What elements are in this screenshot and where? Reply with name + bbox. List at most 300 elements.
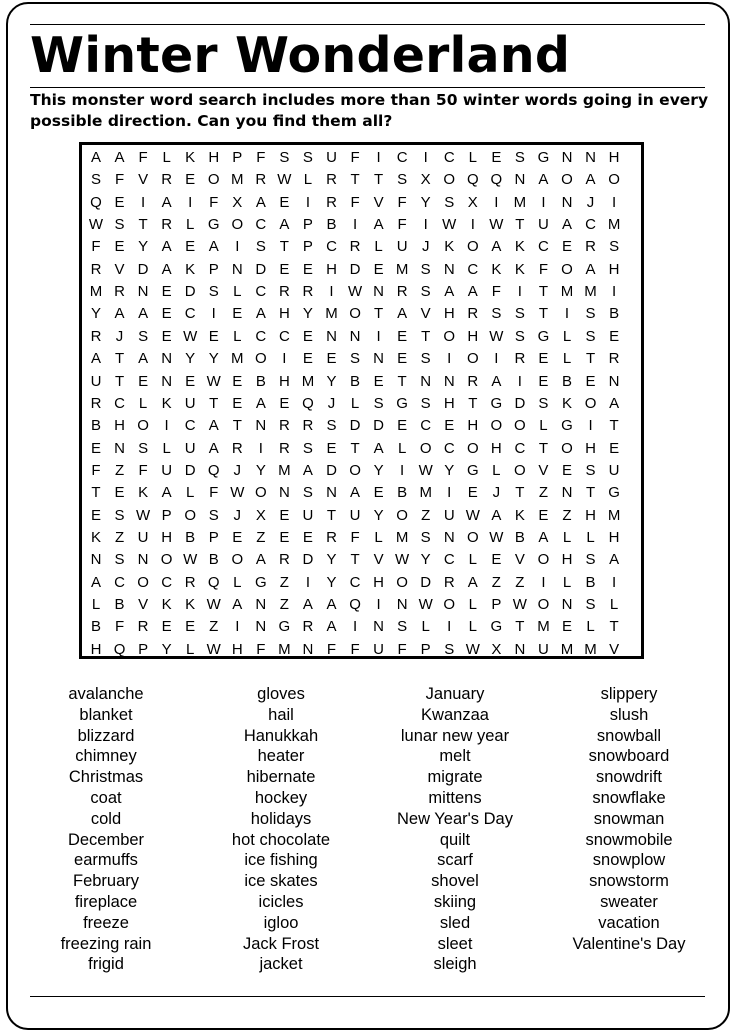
grid-letter[interactable]: N [231, 260, 243, 278]
grid-letter[interactable]: I [164, 417, 169, 435]
grid-letter[interactable]: J [327, 394, 336, 412]
grid-letter[interactable]: E [185, 618, 196, 636]
grid-letter[interactable]: S [255, 238, 266, 256]
grid-letter[interactable]: O [537, 551, 550, 569]
grid-letter[interactable]: C [585, 216, 596, 234]
grid-letter[interactable]: P [232, 149, 243, 166]
grid-letter[interactable]: R [114, 283, 125, 301]
grid-letter[interactable]: A [538, 171, 549, 189]
grid-letter[interactable]: L [303, 171, 313, 189]
grid-letter[interactable]: A [90, 573, 101, 591]
grid-letter[interactable]: U [302, 506, 314, 524]
grid-letter[interactable]: A [467, 283, 478, 301]
grid-letter[interactable]: M [231, 171, 244, 189]
grid-letter[interactable]: H [231, 640, 243, 658]
grid-letter[interactable]: K [514, 506, 525, 524]
grid-letter[interactable]: D [349, 260, 361, 278]
grid-letter[interactable]: I [494, 350, 499, 368]
grid-letter[interactable]: E [538, 350, 549, 368]
grid-letter[interactable]: M [231, 350, 244, 368]
grid-letter[interactable]: T [468, 394, 478, 412]
grid-letter[interactable]: N [443, 528, 455, 546]
grid-letter[interactable]: M [560, 283, 574, 301]
grid-letter[interactable]: F [538, 260, 549, 278]
grid-letter[interactable]: S [444, 193, 455, 211]
grid-letter[interactable]: R [278, 283, 290, 301]
grid-letter[interactable]: K [561, 394, 572, 412]
grid-letter[interactable]: K [161, 596, 172, 613]
grid-letter[interactable]: F [91, 461, 101, 479]
grid-letter[interactable]: C [467, 260, 479, 278]
grid-letter[interactable]: Q [113, 640, 126, 658]
grid-letter[interactable]: E [232, 528, 243, 546]
grid-letter[interactable]: N [561, 596, 573, 613]
grid-letter[interactable]: B [609, 305, 620, 323]
grid-letter[interactable]: J [421, 238, 430, 256]
grid-letter[interactable]: E [185, 171, 196, 189]
grid-letter[interactable]: O [537, 596, 550, 613]
grid-letter[interactable]: L [539, 417, 548, 435]
grid-letter[interactable]: K [514, 238, 525, 256]
grid-letter[interactable]: P [208, 528, 219, 546]
grid-letter[interactable]: F [209, 484, 219, 502]
grid-letter[interactable]: N [90, 551, 102, 569]
grid-letter[interactable]: R [326, 171, 337, 189]
grid-letter[interactable]: T [209, 394, 219, 412]
grid-letter[interactable]: W [206, 372, 221, 390]
grid-letter[interactable]: M [89, 283, 103, 301]
grid-letter[interactable]: S [420, 350, 431, 368]
grid-letter[interactable]: R [443, 573, 455, 591]
grid-letter[interactable]: V [609, 640, 620, 658]
grid-letter[interactable]: R [302, 417, 314, 435]
grid-letter[interactable]: G [466, 461, 479, 479]
grid-letter[interactable]: C [514, 439, 526, 457]
grid-letter[interactable]: A [585, 171, 596, 189]
grid-letter[interactable]: L [586, 528, 595, 546]
grid-letter[interactable]: S [302, 484, 313, 502]
grid-letter[interactable]: Q [90, 193, 102, 211]
grid-letter[interactable]: A [161, 484, 172, 502]
grid-letter[interactable]: S [514, 327, 525, 345]
grid-letter[interactable]: S [114, 216, 125, 234]
grid-letter[interactable]: L [562, 528, 572, 546]
grid-letter[interactable]: L [138, 394, 148, 412]
grid-letter[interactable]: A [609, 551, 620, 569]
grid-letter[interactable]: C [114, 573, 125, 591]
grid-letter[interactable]: O [443, 171, 456, 189]
grid-letter[interactable]: T [585, 350, 596, 368]
grid-letter[interactable]: Y [302, 305, 313, 323]
grid-letter[interactable]: W [206, 640, 221, 658]
grid-letter[interactable]: E [185, 372, 196, 390]
grid-letter[interactable]: Z [538, 484, 549, 502]
grid-letter[interactable]: A [585, 260, 596, 278]
grid-letter[interactable]: E [326, 439, 337, 457]
grid-letter[interactable]: Y [420, 193, 431, 211]
grid-letter[interactable]: S [514, 149, 525, 166]
grid-letter[interactable]: N [443, 372, 455, 390]
grid-letter[interactable]: S [585, 596, 596, 613]
grid-letter[interactable]: L [233, 327, 242, 345]
grid-letter[interactable]: F [326, 640, 337, 658]
grid-letter[interactable]: E [467, 484, 478, 502]
grid-letter[interactable]: E [538, 506, 549, 524]
grid-letter[interactable]: A [114, 305, 125, 323]
grid-letter[interactable]: U [326, 149, 337, 166]
grid-letter[interactable]: Q [207, 573, 220, 591]
grid-letter[interactable]: L [233, 283, 242, 301]
grid-letter[interactable]: I [376, 149, 381, 166]
grid-letter[interactable]: W [183, 327, 198, 345]
grid-letter[interactable]: N [349, 327, 361, 345]
grid-letter[interactable]: M [395, 260, 409, 278]
grid-letter[interactable]: R [278, 439, 290, 457]
grid-letter[interactable]: Y [444, 461, 455, 479]
grid-letter[interactable]: O [514, 417, 526, 435]
grid-letter[interactable]: X [232, 193, 243, 211]
grid-letter[interactable]: V [138, 596, 149, 613]
grid-letter[interactable]: X [467, 193, 478, 211]
grid-letter[interactable]: L [468, 149, 477, 166]
grid-letter[interactable]: Z [562, 506, 572, 524]
grid-letter[interactable]: M [607, 506, 621, 524]
grid-letter[interactable]: R [514, 350, 526, 368]
grid-letter[interactable]: R [161, 216, 173, 234]
grid-letter[interactable]: E [585, 372, 596, 390]
grid-letter[interactable]: F [350, 528, 360, 546]
grid-letter[interactable]: P [420, 640, 431, 658]
grid-letter[interactable]: Y [90, 305, 101, 323]
grid-letter[interactable]: N [326, 327, 337, 345]
grid-letter[interactable]: A [491, 506, 502, 524]
grid-letter[interactable]: E [373, 484, 384, 502]
grid-letter[interactable]: H [161, 528, 173, 546]
grid-letter[interactable]: E [491, 149, 502, 166]
grid-letter[interactable]: L [562, 573, 572, 591]
grid-letter[interactable]: T [515, 618, 525, 636]
grid-letter[interactable]: E [373, 260, 384, 278]
grid-letter[interactable]: D [326, 461, 337, 479]
grid-letter[interactable]: R [90, 327, 102, 345]
grid-letter[interactable]: C [396, 149, 408, 166]
grid-letter[interactable]: E [397, 327, 408, 345]
grid-letter[interactable]: S [208, 506, 219, 524]
grid-letter[interactable]: C [278, 327, 290, 345]
grid-letter[interactable]: I [258, 439, 263, 457]
grid-letter[interactable]: T [374, 171, 384, 189]
grid-letter[interactable]: A [208, 417, 219, 435]
grid-letter[interactable]: A [397, 305, 408, 323]
grid-letter[interactable]: E [538, 372, 549, 390]
grid-letter[interactable]: V [420, 305, 431, 323]
grid-letter[interactable]: Y [208, 350, 219, 368]
grid-letter[interactable]: N [255, 417, 267, 435]
grid-letter[interactable]: O [231, 551, 244, 569]
grid-letter[interactable]: L [186, 484, 195, 502]
grid-letter[interactable]: W [395, 551, 410, 569]
grid-letter[interactable]: F [350, 149, 360, 166]
grid-letter[interactable]: A [255, 551, 266, 569]
grid-letter[interactable]: Q [466, 171, 479, 189]
grid-letter[interactable]: M [301, 372, 315, 390]
grid-letter[interactable]: D [302, 551, 314, 569]
grid-letter[interactable]: T [326, 506, 337, 524]
grid-letter[interactable]: T [350, 171, 360, 189]
grid-letter[interactable]: T [91, 484, 101, 502]
grid-letter[interactable]: R [608, 350, 620, 368]
grid-letter[interactable]: G [537, 149, 550, 166]
grid-letter[interactable]: O [466, 528, 479, 546]
grid-letter[interactable]: M [607, 216, 621, 234]
grid-letter[interactable]: I [376, 596, 381, 613]
grid-letter[interactable]: A [279, 216, 290, 234]
grid-letter[interactable]: I [305, 193, 311, 211]
grid-letter[interactable]: E [208, 327, 219, 345]
grid-letter[interactable]: R [137, 618, 149, 636]
grid-letter[interactable]: L [468, 551, 477, 569]
grid-letter[interactable]: S [302, 149, 313, 166]
grid-letter[interactable]: E [232, 305, 243, 323]
grid-letter[interactable]: M [537, 618, 550, 636]
grid-letter[interactable]: I [541, 193, 546, 211]
grid-letter[interactable]: C [184, 417, 196, 435]
grid-letter[interactable]: H [443, 394, 455, 412]
grid-letter[interactable]: S [420, 528, 431, 546]
grid-letter[interactable]: V [538, 461, 549, 479]
grid-letter[interactable]: H [585, 506, 596, 524]
grid-letter[interactable]: I [423, 149, 428, 166]
grid-letter[interactable]: P [491, 596, 502, 613]
grid-letter[interactable]: L [374, 238, 383, 256]
grid-letter[interactable]: F [350, 193, 360, 211]
grid-letter[interactable]: F [114, 171, 125, 189]
grid-letter[interactable]: T [585, 484, 596, 502]
grid-letter[interactable]: N [255, 618, 267, 636]
grid-letter[interactable]: H [608, 260, 620, 278]
grid-letter[interactable]: D [184, 283, 196, 301]
grid-letter[interactable]: I [211, 305, 216, 323]
grid-letter[interactable]: A [114, 149, 125, 166]
grid-letter[interactable]: Y [161, 640, 172, 658]
grid-letter[interactable]: M [584, 283, 597, 301]
grid-letter[interactable]: L [468, 596, 477, 613]
grid-letter[interactable]: Y [326, 551, 337, 569]
grid-letter[interactable]: E [279, 260, 290, 278]
grid-letter[interactable]: G [537, 327, 550, 345]
grid-letter[interactable]: E [90, 439, 101, 457]
grid-letter[interactable]: X [491, 640, 502, 658]
grid-letter[interactable]: F [114, 618, 125, 636]
grid-letter[interactable]: P [208, 260, 219, 278]
grid-letter[interactable]: T [138, 216, 148, 234]
grid-letter[interactable]: I [564, 305, 570, 323]
grid-letter[interactable]: I [612, 193, 617, 211]
grid-letter[interactable]: E [444, 417, 455, 435]
grid-letter[interactable]: Z [279, 573, 289, 591]
grid-letter[interactable]: E [373, 372, 384, 390]
grid-letter[interactable]: D [349, 417, 361, 435]
grid-letter[interactable]: E [185, 238, 196, 256]
grid-letter[interactable]: N [161, 372, 173, 390]
grid-letter[interactable]: E [279, 528, 290, 546]
grid-letter[interactable]: H [326, 260, 337, 278]
grid-letter[interactable]: E [161, 283, 172, 301]
grid-letter[interactable]: N [137, 551, 149, 569]
grid-letter[interactable]: A [255, 394, 266, 412]
grid-letter[interactable]: A [373, 439, 384, 457]
grid-letter[interactable]: G [255, 573, 267, 591]
grid-letter[interactable]: O [584, 394, 597, 412]
grid-letter[interactable]: O [349, 305, 361, 323]
grid-letter[interactable]: I [235, 238, 240, 256]
grid-letter[interactable]: A [138, 305, 149, 323]
grid-letter[interactable]: E [161, 618, 172, 636]
grid-letter[interactable]: I [612, 283, 617, 301]
grid-letter[interactable]: S [420, 260, 431, 278]
grid-letter[interactable]: C [255, 216, 267, 234]
grid-letter[interactable]: B [397, 484, 408, 502]
grid-letter[interactable]: L [186, 216, 195, 234]
grid-letter[interactable]: H [443, 305, 455, 323]
grid-letter[interactable]: N [373, 283, 385, 301]
grid-letter[interactable]: H [561, 551, 573, 569]
grid-letter[interactable]: O [137, 417, 149, 435]
grid-letter[interactable]: E [161, 305, 172, 323]
grid-letter[interactable]: I [588, 417, 593, 435]
grid-letter[interactable]: L [492, 461, 501, 479]
grid-letter[interactable]: G [490, 618, 503, 636]
grid-letter[interactable]: H [490, 439, 502, 457]
grid-letter[interactable]: K [514, 260, 525, 278]
grid-letter[interactable]: E [279, 394, 290, 412]
grid-letter[interactable]: E [302, 327, 313, 345]
grid-letter[interactable]: O [137, 573, 149, 591]
grid-letter[interactable]: W [418, 596, 433, 613]
grid-letter[interactable]: E [114, 484, 125, 502]
grid-letter[interactable]: O [419, 439, 432, 457]
grid-letter[interactable]: A [90, 149, 101, 166]
grid-letter[interactable]: S [585, 305, 596, 323]
grid-letter[interactable]: E [609, 439, 620, 457]
grid-letter[interactable]: O [255, 484, 267, 502]
grid-letter[interactable]: O [349, 461, 361, 479]
grid-letter[interactable]: Z [209, 618, 219, 636]
grid-letter[interactable]: B [585, 573, 596, 591]
grid-letter[interactable]: H [608, 149, 620, 166]
grid-letter[interactable]: N [514, 640, 526, 658]
grid-letter[interactable]: X [255, 506, 266, 524]
grid-letter[interactable]: R [278, 551, 290, 569]
grid-letter[interactable]: O [443, 327, 456, 345]
grid-letter[interactable]: N [161, 350, 173, 368]
grid-letter[interactable]: M [395, 528, 409, 546]
grid-letter[interactable]: A [538, 528, 549, 546]
grid-letter[interactable]: K [444, 238, 455, 256]
grid-letter[interactable]: O [255, 350, 267, 368]
grid-letter[interactable]: I [376, 327, 381, 345]
grid-letter[interactable]: T [421, 327, 431, 345]
grid-letter[interactable]: M [584, 640, 597, 658]
grid-letter[interactable]: A [255, 305, 266, 323]
grid-letter[interactable]: R [585, 238, 596, 256]
grid-letter[interactable]: T [538, 305, 549, 323]
grid-letter[interactable]: H [208, 149, 220, 166]
grid-letter[interactable]: R [161, 171, 173, 189]
grid-letter[interactable]: W [489, 216, 504, 234]
grid-letter[interactable]: O [514, 461, 526, 479]
grid-letter[interactable]: O [160, 551, 173, 569]
grid-letter[interactable]: A [161, 260, 172, 278]
grid-letter[interactable]: G [396, 394, 408, 412]
grid-letter[interactable]: N [396, 596, 408, 613]
grid-letter[interactable]: S [397, 618, 408, 636]
grid-letter[interactable]: S [114, 506, 125, 524]
grid-letter[interactable]: U [161, 461, 173, 479]
grid-letter[interactable]: I [494, 193, 499, 211]
grid-letter[interactable]: L [609, 596, 619, 613]
grid-letter[interactable]: C [326, 238, 337, 256]
grid-letter[interactable]: D [420, 573, 432, 591]
grid-letter[interactable]: N [255, 596, 267, 613]
grid-letter[interactable]: V [138, 171, 149, 189]
grid-letter[interactable]: S [514, 305, 525, 323]
grid-letter[interactable]: L [562, 350, 572, 368]
grid-letter[interactable]: F [256, 640, 266, 658]
grid-letter[interactable]: F [138, 461, 148, 479]
grid-letter[interactable]: E [232, 394, 243, 412]
grid-letter[interactable]: X [420, 171, 431, 189]
grid-letter[interactable]: H [114, 417, 125, 435]
grid-letter[interactable]: U [349, 506, 361, 524]
grid-letter[interactable]: W [277, 171, 292, 189]
grid-letter[interactable]: I [141, 193, 146, 211]
grid-letter[interactable]: G [207, 216, 220, 234]
grid-letter[interactable]: H [90, 640, 102, 658]
grid-letter[interactable]: Z [256, 528, 266, 546]
grid-letter[interactable]: V [114, 260, 125, 278]
grid-letter[interactable]: Y [326, 573, 337, 591]
grid-letter[interactable]: L [468, 618, 477, 636]
grid-letter[interactable]: N [585, 149, 596, 166]
grid-letter[interactable]: H [467, 327, 479, 345]
grid-letter[interactable]: K [138, 484, 149, 502]
grid-letter[interactable]: H [467, 417, 479, 435]
grid-letter[interactable]: Q [302, 394, 314, 412]
grid-letter[interactable]: V [373, 193, 384, 211]
grid-letter[interactable]: K [161, 394, 172, 412]
grid-letter[interactable]: D [514, 394, 526, 412]
grid-letter[interactable]: N [373, 618, 385, 636]
grid-letter[interactable]: I [447, 484, 452, 502]
grid-letter[interactable]: H [278, 372, 290, 390]
grid-letter[interactable]: R [396, 283, 408, 301]
grid-letter[interactable]: T [114, 372, 125, 390]
grid-letter[interactable]: Q [207, 461, 220, 479]
grid-letter[interactable]: C [114, 394, 125, 412]
grid-letter[interactable]: U [608, 461, 620, 479]
grid-letter[interactable]: R [278, 417, 290, 435]
grid-letter[interactable]: E [397, 417, 408, 435]
grid-letter[interactable]: S [208, 283, 219, 301]
grid-letter[interactable]: N [302, 640, 314, 658]
grid-letter[interactable]: L [374, 528, 383, 546]
grid-letter[interactable]: M [513, 193, 527, 211]
grid-letter[interactable]: T [515, 484, 525, 502]
grid-letter[interactable]: R [231, 439, 243, 457]
grid-letter[interactable]: A [232, 596, 243, 613]
grid-letter[interactable]: G [561, 417, 573, 435]
